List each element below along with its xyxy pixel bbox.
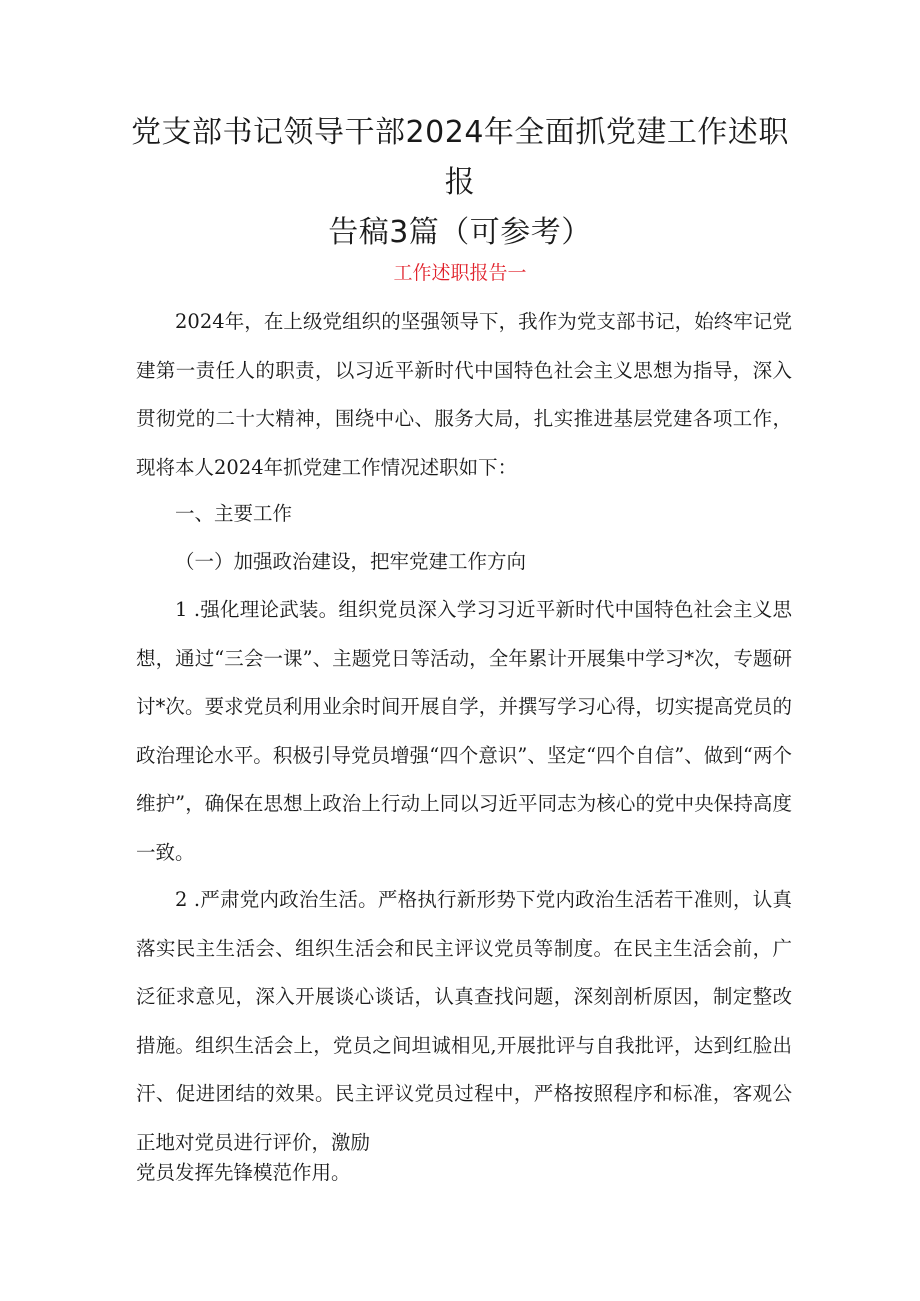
title-line-2: 告稿3篇（可参考） <box>328 215 592 250</box>
document-title <box>120 108 800 258</box>
item-2-paragraph: 2 .严肃党内政治生活。严格执行新形势下党内政治生活若干准则，认真落实民主生活会、组织生活会和民主评议党员等制度。在民主生活会前，广泛征求意见，深入开展谈心谈话，认真查找问题，深刻剖析原因，制定整改措施。组织生活会上，党员之间坦诚相见,开展批评与自我批评，达到红脸出汗、促进团结的效果。民主评议党员过程中，严格按照程序和标准，客观公正地对党员进行评价，激励 <box>136 888 792 1154</box>
section-heading-main-work: 一、主要工作 <box>175 502 293 525</box>
item-2-tail: 党员发挥先锋模范作用。 <box>136 1161 351 1184</box>
report-subtitle: 工作述职报告一 <box>393 262 527 284</box>
title-line-1: 党支部书记领导干部2024年全面抓党建工作述职报 <box>131 115 789 200</box>
item-1-paragraph: 1 .强化理论武装。组织党员深入学习习近平新时代中国特色社会主义思想，通过“三会一课”、主题党日等活动，全年累计开展集中学习*次，专题研讨*次。要求党员利用业余时间开展自学，并撰写学习心得，切实提高党员的政治理论水平。积极引导党员增强“四个意识”、坚定“四个自信”、做到“两个维护”，确保在思想上政治上行动上同以习近平同志为核心的党中央保持高度一致。 <box>136 598 792 864</box>
subsection-heading-political: （一）加强政治建设，把牢党建工作方向 <box>175 550 527 573</box>
intro-paragraph: 2024年，在上级党组织的坚强领导下，我作为党支部书记，始终牢记党建第一责任人的职责，以习近平新时代中国特色社会主义思想为指导，深入贯彻党的二十大精神，围绕中心、服务大局，扎实推进基层党建各项工作，现将本人2024年抓党建工作情况述职如下： <box>136 310 792 479</box>
